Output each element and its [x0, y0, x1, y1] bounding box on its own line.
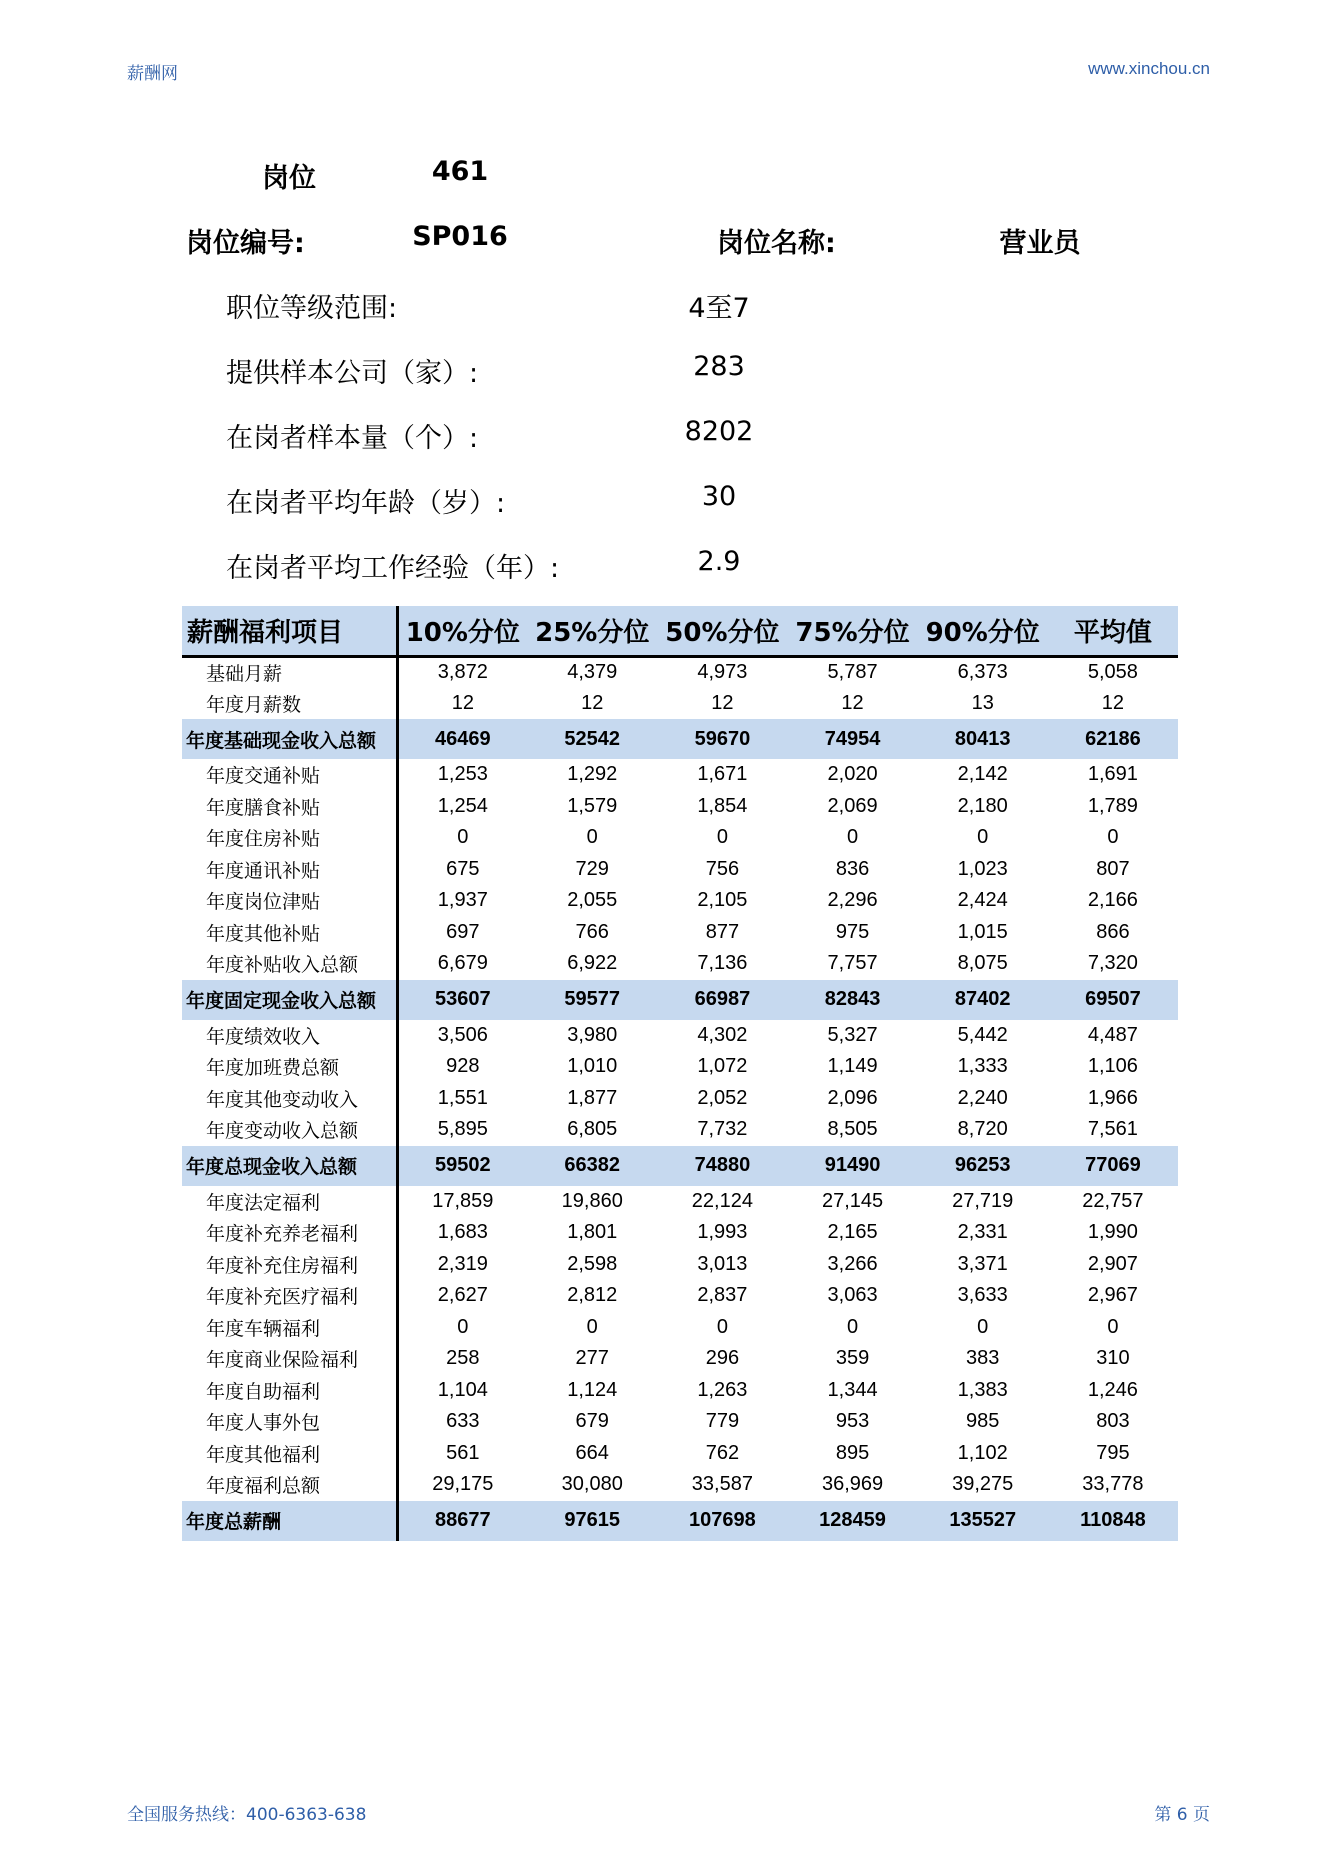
table-cell: 2,296: [827, 889, 878, 912]
row-label: 年度其他福利: [182, 1438, 397, 1470]
table-header-row: [182, 606, 1178, 656]
table-row: [182, 688, 1178, 720]
table-cell: 96253: [954, 1154, 1011, 1176]
table-cell: 779: [705, 1410, 740, 1433]
table-cell: 59502: [435, 1154, 491, 1176]
table-cell: 0: [846, 1315, 859, 1338]
position-value: 461: [431, 156, 489, 187]
table-cell: 729: [575, 857, 609, 880]
table-cell: 2,166: [1087, 889, 1138, 912]
table-cell: 1,104: [437, 1378, 488, 1401]
row-label: 年度月薪数: [182, 688, 397, 720]
table-cell: 82843: [824, 988, 881, 1010]
table-cell: 30,080: [561, 1473, 623, 1496]
table-cell: 22,757: [1082, 1189, 1144, 1212]
table-cell: 1,993: [697, 1221, 748, 1244]
table-cell: 2,055: [567, 889, 618, 912]
sample-companies-label: 提供样本公司（家）:: [226, 358, 479, 389]
table-cell: 0: [977, 826, 989, 849]
table-cell: 359: [835, 1347, 870, 1370]
table-cell: 561: [446, 1441, 480, 1464]
table-cell: 4,487: [1087, 1023, 1138, 1046]
table-cell: 2,598: [567, 1252, 618, 1275]
table-cell: 0: [457, 1315, 469, 1338]
table-total-row: [182, 980, 1178, 1020]
table-cell: 46469: [435, 727, 491, 750]
table-cell: 277: [575, 1347, 609, 1370]
table-cell: 27,719: [952, 1189, 1014, 1212]
table-cell: 3,266: [827, 1252, 878, 1275]
table-cell: 1,683: [437, 1221, 488, 1244]
row-label: 年度基础现金收入总额: [182, 719, 397, 759]
table-cell: 1,579: [567, 794, 618, 817]
table-cell: 383: [966, 1347, 1000, 1370]
table-cell: 2,627: [437, 1284, 488, 1307]
table-cell: 8,505: [827, 1118, 878, 1141]
table-cell: 5,787: [787, 656, 917, 688]
table-row: [182, 1186, 1178, 1218]
table-cell: 110848: [1080, 1509, 1146, 1531]
column-header: 75%分位: [787, 606, 917, 656]
table-cell: 675: [446, 857, 480, 880]
table-cell: 1,789: [1087, 794, 1138, 817]
table-cell: 1,292: [567, 763, 618, 786]
position-name-label: 岗位名称:: [717, 228, 836, 259]
column-header: 90%分位: [918, 606, 1048, 656]
table-cell: 52542: [564, 727, 621, 750]
table-cell: 1,937: [437, 889, 488, 912]
table-total-row: [182, 719, 1178, 759]
table-cell: 756: [705, 857, 740, 880]
table-cell: 29,175: [432, 1473, 494, 1496]
table-cell: 928: [446, 1055, 480, 1078]
table-cell: 87402: [954, 988, 1011, 1010]
row-label: 年度住房补贴: [182, 822, 397, 854]
row-label: 年度福利总额: [182, 1469, 397, 1501]
table-cell: 803: [1096, 1410, 1130, 1433]
table-row: [182, 1249, 1178, 1281]
column-header: 平均值: [1048, 606, 1178, 656]
incumbent-count-value: 8202: [684, 416, 754, 447]
table-cell: 1,671: [697, 763, 748, 786]
table-cell: 33,587: [691, 1473, 753, 1496]
table-cell: 4,302: [697, 1023, 748, 1046]
table-cell: 0: [1107, 826, 1119, 849]
table-cell: 985: [966, 1410, 1000, 1433]
table-row: [182, 1469, 1178, 1501]
table-cell: 679: [575, 1410, 609, 1433]
table-cell: 59670: [694, 727, 751, 750]
table-cell: 1,344: [827, 1378, 878, 1401]
table-cell: 12: [451, 691, 474, 714]
table-row: [182, 759, 1178, 791]
row-label: 年度总薪酬: [182, 1501, 397, 1541]
table-cell: 1,106: [1087, 1055, 1138, 1078]
table-cell: 36,969: [821, 1473, 884, 1496]
table-cell: 66987: [694, 988, 751, 1010]
table-cell: 2,180: [957, 794, 1008, 817]
table-row: [182, 656, 1178, 688]
table-total-row: [182, 1501, 1178, 1541]
column-header: 10%分位: [397, 606, 527, 656]
table-cell: 795: [1096, 1441, 1130, 1464]
table-cell: 2,096: [827, 1086, 878, 1109]
table-cell: 762: [705, 1441, 740, 1464]
row-label: 年度其他变动收入: [182, 1083, 397, 1115]
average-experience-value: 2.9: [697, 546, 741, 577]
table-row: [182, 822, 1178, 854]
table-cell: 3,872: [397, 656, 527, 688]
table-cell: 7,320: [1087, 952, 1138, 975]
table-cell: 3,063: [827, 1284, 878, 1307]
table-cell: 0: [716, 826, 728, 849]
table-cell: 1,253: [437, 763, 488, 786]
table-row: [182, 791, 1178, 823]
row-label: 基础月薪: [182, 656, 397, 688]
table-cell: 6,922: [567, 952, 618, 975]
table-cell: 97615: [564, 1509, 621, 1531]
table-cell: 766: [575, 920, 609, 943]
table-cell: 7,136: [697, 952, 748, 975]
table-cell: 1,124: [567, 1378, 618, 1401]
table-cell: 2,424: [957, 889, 1008, 912]
table-cell: 7,757: [827, 952, 878, 975]
table-cell: 107698: [689, 1509, 756, 1531]
average-experience-label: 在岗者平均工作经验（年）:: [226, 553, 560, 584]
table-cell: 1,801: [567, 1221, 618, 1244]
table-cell: 12: [581, 691, 604, 714]
table-cell: 2,165: [827, 1221, 878, 1244]
row-label: 年度变动收入总额: [182, 1114, 397, 1146]
table-cell: 1,023: [957, 857, 1008, 880]
table-cell: 1,551: [437, 1086, 488, 1109]
table-cell: 80413: [954, 727, 1011, 750]
table-cell: 1,149: [827, 1055, 878, 1078]
row-label: 年度自助福利: [182, 1375, 397, 1407]
table-cell: 2,052: [697, 1086, 748, 1109]
table-cell: 7,732: [697, 1118, 748, 1141]
table-cell: 2,105: [697, 889, 748, 912]
grade-range-label: 职位等级范围:: [226, 293, 398, 324]
table-cell: 2,331: [957, 1221, 1008, 1244]
table-cell: 1,966: [1087, 1086, 1138, 1109]
position-name: 营业员: [999, 228, 1081, 259]
column-header: 25%分位: [527, 606, 657, 656]
table-cell: 0: [457, 826, 469, 849]
table-row: [182, 1114, 1178, 1146]
table-cell: 1,010: [567, 1055, 618, 1078]
table-cell: 5,058: [1048, 656, 1178, 688]
table-cell: 807: [1096, 857, 1130, 880]
table-cell: 0: [716, 1315, 728, 1338]
table-cell: 3,633: [957, 1284, 1008, 1307]
row-label: 年度补充医疗福利: [182, 1280, 397, 1312]
position-code-label: 岗位编号:: [186, 228, 305, 259]
table-cell: 91490: [824, 1154, 881, 1176]
table-cell: 2,907: [1087, 1252, 1138, 1275]
table-cell: 66382: [564, 1154, 621, 1176]
table-cell: 0: [846, 826, 859, 849]
table-cell: 4,973: [657, 656, 787, 688]
row-label: 年度车辆福利: [182, 1312, 397, 1344]
row-label: 年度岗位津贴: [182, 885, 397, 917]
table-row: [182, 1280, 1178, 1312]
table-cell: 12: [711, 691, 734, 714]
table-cell: 27,145: [821, 1189, 884, 1212]
row-label: 年度补充养老福利: [182, 1217, 397, 1249]
table-cell: 664: [575, 1441, 609, 1464]
table-row: [182, 1217, 1178, 1249]
average-age-value: 30: [701, 481, 737, 512]
table-cell: 1,263: [697, 1378, 748, 1401]
table-cell: 69507: [1085, 988, 1141, 1010]
table-row: [182, 917, 1178, 949]
table-cell: 895: [835, 1441, 870, 1464]
table-cell: 296: [705, 1347, 740, 1370]
row-label: 年度绩效收入: [182, 1020, 397, 1052]
table-cell: 33,778: [1082, 1473, 1144, 1496]
page-number: 第 6 页: [1154, 1805, 1210, 1825]
table-cell: 3,371: [957, 1252, 1008, 1275]
table-cell: 12: [841, 691, 864, 714]
table-cell: 53607: [435, 988, 491, 1010]
table-cell: 2,020: [827, 763, 878, 786]
table-cell: 77069: [1085, 1154, 1141, 1176]
table-cell: 877: [705, 920, 740, 943]
table-cell: 2,837: [697, 1284, 748, 1307]
table-row: [182, 1312, 1178, 1344]
table-cell: 633: [446, 1410, 480, 1433]
table-row: [182, 854, 1178, 886]
row-label: 年度补充住房福利: [182, 1249, 397, 1281]
table-cell: 697: [446, 920, 480, 943]
position-code: SP016: [412, 221, 508, 252]
table-cell: 1,102: [957, 1441, 1008, 1464]
table-row: [182, 1051, 1178, 1083]
service-hotline: 全国服务热线：400-6363-638: [127, 1805, 367, 1825]
table-row: [182, 1343, 1178, 1375]
table-cell: 3,013: [697, 1252, 748, 1275]
table-cell: 13: [971, 691, 994, 714]
table-cell: 22,124: [691, 1189, 753, 1212]
table-cell: 866: [1096, 920, 1130, 943]
table-cell: 74880: [694, 1154, 751, 1176]
table-row: [182, 1406, 1178, 1438]
site-url-link[interactable]: www.xinchou.cn: [1088, 59, 1210, 78]
table-cell: 1,333: [957, 1055, 1008, 1078]
table-cell: 128459: [819, 1509, 886, 1531]
row-label: 年度膳食补贴: [182, 791, 397, 823]
table-cell: 1,254: [437, 794, 488, 817]
table-cell: 1,691: [1087, 763, 1138, 786]
row-label: 年度法定福利: [182, 1186, 397, 1218]
table-cell: 3,980: [567, 1023, 618, 1046]
site-name: 薪酬网: [127, 64, 178, 84]
table-cell: 5,327: [827, 1023, 878, 1046]
table-cell: 1,072: [697, 1055, 748, 1078]
table-cell: 0: [1107, 1315, 1119, 1338]
table-cell: 2,967: [1087, 1284, 1138, 1307]
table-cell: 836: [835, 857, 870, 880]
row-label: 年度总现金收入总额: [182, 1146, 397, 1186]
row-label: 年度交通补贴: [182, 759, 397, 791]
table-cell: 59577: [564, 988, 621, 1010]
row-label: 年度其他补贴: [182, 917, 397, 949]
table-cell: 12: [1101, 691, 1125, 714]
average-age-label: 在岗者平均年龄（岁）:: [226, 488, 506, 519]
table-cell: 4,379: [527, 656, 657, 688]
table-cell: 953: [835, 1410, 870, 1433]
table-cell: 2,240: [957, 1086, 1008, 1109]
row-label: 年度通讯补贴: [182, 854, 397, 886]
table-cell: 135527: [949, 1509, 1017, 1531]
table-cell: 5,442: [957, 1023, 1008, 1046]
table-cell: 2,812: [567, 1284, 618, 1307]
table-row: [182, 1438, 1178, 1470]
table-cell: 0: [977, 1315, 989, 1338]
salary-table: [182, 606, 1178, 1541]
table-cell: 62186: [1085, 727, 1141, 750]
table-cell: 39,275: [952, 1473, 1014, 1496]
table-cell: 258: [446, 1347, 480, 1370]
position-label: 岗位: [262, 163, 316, 194]
table-cell: 2,319: [437, 1252, 488, 1275]
table-row: [182, 1020, 1178, 1052]
table-cell: 2,142: [957, 763, 1008, 786]
row-label: 年度固定现金收入总额: [182, 980, 397, 1020]
table-cell: 1,015: [957, 920, 1008, 943]
table-cell: 1,246: [1087, 1378, 1138, 1401]
table-cell: 5,895: [437, 1118, 488, 1141]
table-cell: 1,383: [957, 1378, 1008, 1401]
column-header: 50%分位: [657, 606, 787, 656]
column-header: 薪酬福利项目: [182, 606, 397, 656]
table-cell: 1,877: [567, 1086, 618, 1109]
table-cell: 7,561: [1087, 1118, 1138, 1141]
table-row: [182, 1375, 1178, 1407]
table-row: [182, 948, 1178, 980]
table-cell: 8,075: [957, 952, 1008, 975]
row-label: 年度加班费总额: [182, 1051, 397, 1083]
table-cell: 975: [835, 920, 870, 943]
table-cell: 6,805: [567, 1118, 618, 1141]
table-cell: 1,854: [697, 794, 748, 817]
table-row: [182, 885, 1178, 917]
table-total-row: [182, 1146, 1178, 1186]
table-cell: 2,069: [827, 794, 878, 817]
table-cell: 74954: [824, 727, 881, 750]
sample-companies-value: 283: [693, 351, 745, 382]
table-row: [182, 1083, 1178, 1115]
table-cell: 310: [1096, 1347, 1130, 1370]
row-label: 年度商业保险福利: [182, 1343, 397, 1375]
incumbent-count-label: 在岗者样本量（个）:: [226, 423, 479, 454]
table-cell: 88677: [435, 1509, 491, 1531]
table-cell: 1,990: [1087, 1221, 1138, 1244]
row-label: 年度补贴收入总额: [182, 948, 397, 980]
table-cell: 6,679: [437, 952, 488, 975]
table-cell: 0: [586, 826, 598, 849]
table-cell: 6,373: [918, 656, 1048, 688]
grade-range-value: 4至7: [688, 293, 750, 324]
table-cell: 0: [586, 1315, 598, 1338]
table-cell: 17,859: [432, 1189, 494, 1212]
table-cell: 3,506: [437, 1023, 488, 1046]
table-cell: 19,860: [561, 1189, 623, 1212]
row-label: 年度人事外包: [182, 1406, 397, 1438]
table-cell: 8,720: [957, 1118, 1008, 1141]
